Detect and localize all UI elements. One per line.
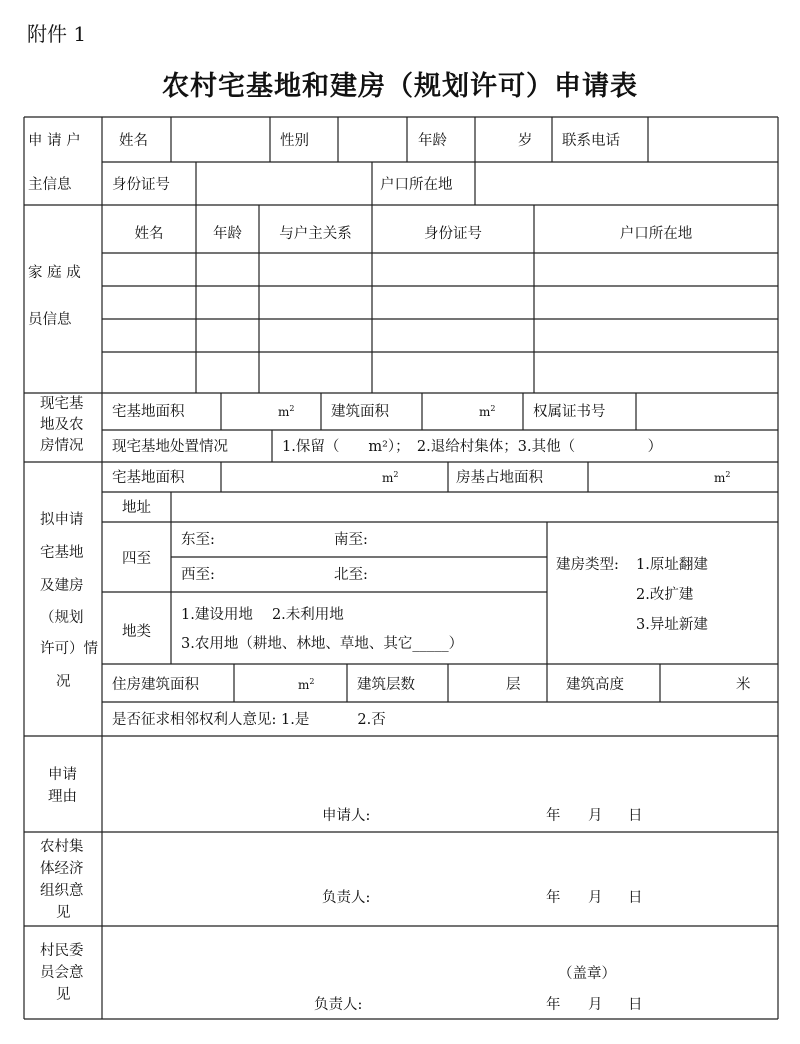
proposed-floors-label: 建筑层数 <box>357 677 415 693</box>
family-section-label-2: 员信息 <box>28 312 72 328</box>
village-label-1: 村民委 <box>40 943 84 959</box>
attachment-label: 附件 1 <box>27 22 87 46</box>
village-label-3: 见 <box>56 987 71 1003</box>
current-certificate-label: 权属证书号 <box>533 404 606 420</box>
current-section-label-3: 房情况 <box>40 438 84 454</box>
applicant-id-field[interactable] <box>196 166 372 202</box>
proposed-section-label-3: 及建房 <box>40 578 84 594</box>
applicant-section-label-2: 主信息 <box>28 177 72 193</box>
applicant-household-label: 户口所在地 <box>380 177 453 193</box>
current-building-area-label: 建筑面积 <box>331 404 389 420</box>
proposed-east-label: 东至: <box>181 532 215 548</box>
current-disposal-options: 1.保留（ m²）； 2.退给村集体；3.其他（ ） <box>282 439 663 455</box>
proposed-neighbor-opinion: 是否征求相邻权利人意见: 1.是 2.否 <box>112 712 386 728</box>
current-building-area-unit: m 2 <box>479 405 495 418</box>
collective-signer-label: 负责人: <box>322 890 371 906</box>
current-section-label-1: 现宅基 <box>40 396 84 412</box>
village-seal: （盖章） <box>558 966 616 982</box>
proposed-homestead-area-label: 宅基地面积 <box>112 470 185 486</box>
current-section-label-2: 地及农 <box>40 417 84 433</box>
reason-signer-label: 申请人: <box>322 808 371 824</box>
proposed-floors-unit: 层 <box>506 677 521 693</box>
proposed-height-label: 建筑高度 <box>566 677 624 693</box>
applicant-age-unit: 岁 <box>518 133 533 149</box>
collective-label-3: 组织意 <box>40 883 84 899</box>
collective-month: 月 <box>588 890 603 906</box>
applicant-phone-label: 联系电话 <box>562 133 620 149</box>
applicant-phone-field[interactable] <box>648 123 776 158</box>
proposed-address-label: 地址 <box>122 500 151 516</box>
village-year: 年 <box>546 997 561 1013</box>
collective-label-4: 见 <box>56 905 71 921</box>
proposed-land-type-1: 1.建设用地 2.未利用地 <box>181 607 344 623</box>
proposed-section-label-4: （规划 <box>40 610 84 626</box>
family-col-name: 姓名 <box>134 226 164 242</box>
proposed-build-type-1: 1.原址翻建 <box>636 557 708 573</box>
village-day: 日 <box>628 997 643 1013</box>
proposed-housing-area-label: 住房建筑面积 <box>112 677 199 693</box>
collective-day: 日 <box>628 890 643 906</box>
applicant-household-field[interactable] <box>475 166 775 202</box>
reason-month: 月 <box>588 808 603 824</box>
family-col-household: 户口所在地 <box>619 226 693 242</box>
proposed-homestead-area-unit: m 2 <box>382 471 398 484</box>
reason-day: 日 <box>628 808 643 824</box>
proposed-west-label: 西至: <box>181 567 215 583</box>
collective-year: 年 <box>546 890 561 906</box>
reason-year: 年 <box>546 808 561 824</box>
proposed-section-label-2: 宅基地 <box>40 545 84 561</box>
applicant-id-label: 身份证号 <box>112 177 170 193</box>
proposed-land-type-2: 3.农用地（耕地、林地、草地、其它_____） <box>181 636 464 652</box>
family-col-id: 身份证号 <box>424 226 482 242</box>
form-title: 农村宅基地和建房（规划许可）申请表 <box>162 71 638 102</box>
proposed-section-label-6: 况 <box>56 674 71 690</box>
applicant-name-label: 姓名 <box>119 133 148 149</box>
applicant-gender-field[interactable] <box>338 123 407 158</box>
current-homestead-area-unit: m 2 <box>278 405 294 418</box>
collective-label-1: 农村集 <box>40 839 84 855</box>
family-section-label-1: 家 庭 成 <box>28 265 81 281</box>
applicant-section-label-1: 申 请 户 <box>28 133 81 149</box>
family-col-age: 年龄 <box>213 226 242 242</box>
proposed-house-land-area-label: 房基占地面积 <box>456 470 543 486</box>
current-disposal-label: 现宅基地处置情况 <box>112 439 228 455</box>
proposed-section-label-1: 拟申请 <box>40 512 84 528</box>
collective-label-2: 体经济 <box>40 861 84 877</box>
village-month: 月 <box>588 997 603 1013</box>
proposed-build-type-label: 建房类型: <box>556 557 619 573</box>
proposed-build-type-2: 2.改扩建 <box>636 587 694 603</box>
village-label-2: 员会意 <box>40 965 84 981</box>
proposed-south-label: 南至: <box>334 532 368 548</box>
proposed-land-type-label: 地类 <box>122 624 151 640</box>
proposed-north-label: 北至: <box>334 567 368 583</box>
current-homestead-area-label: 宅基地面积 <box>112 404 185 420</box>
proposed-house-land-area-unit: m 2 <box>714 471 730 484</box>
proposed-housing-area-unit: m 2 <box>298 678 314 691</box>
applicant-age-label: 年龄 <box>418 133 447 149</box>
applicant-name-field[interactable] <box>171 123 270 158</box>
reason-label-1: 申请 <box>48 767 77 783</box>
applicant-gender-label: 性别 <box>280 133 309 149</box>
reason-label-2: 理由 <box>48 789 77 805</box>
proposed-section-label-5: 许可）情 <box>40 641 98 657</box>
family-col-relation: 与户主关系 <box>279 226 352 242</box>
proposed-boundaries-label: 四至 <box>122 551 151 567</box>
proposed-height-unit: 米 <box>736 677 751 693</box>
village-signer-label: 负责人: <box>314 997 363 1013</box>
proposed-build-type-3: 3.异址新建 <box>636 617 708 633</box>
